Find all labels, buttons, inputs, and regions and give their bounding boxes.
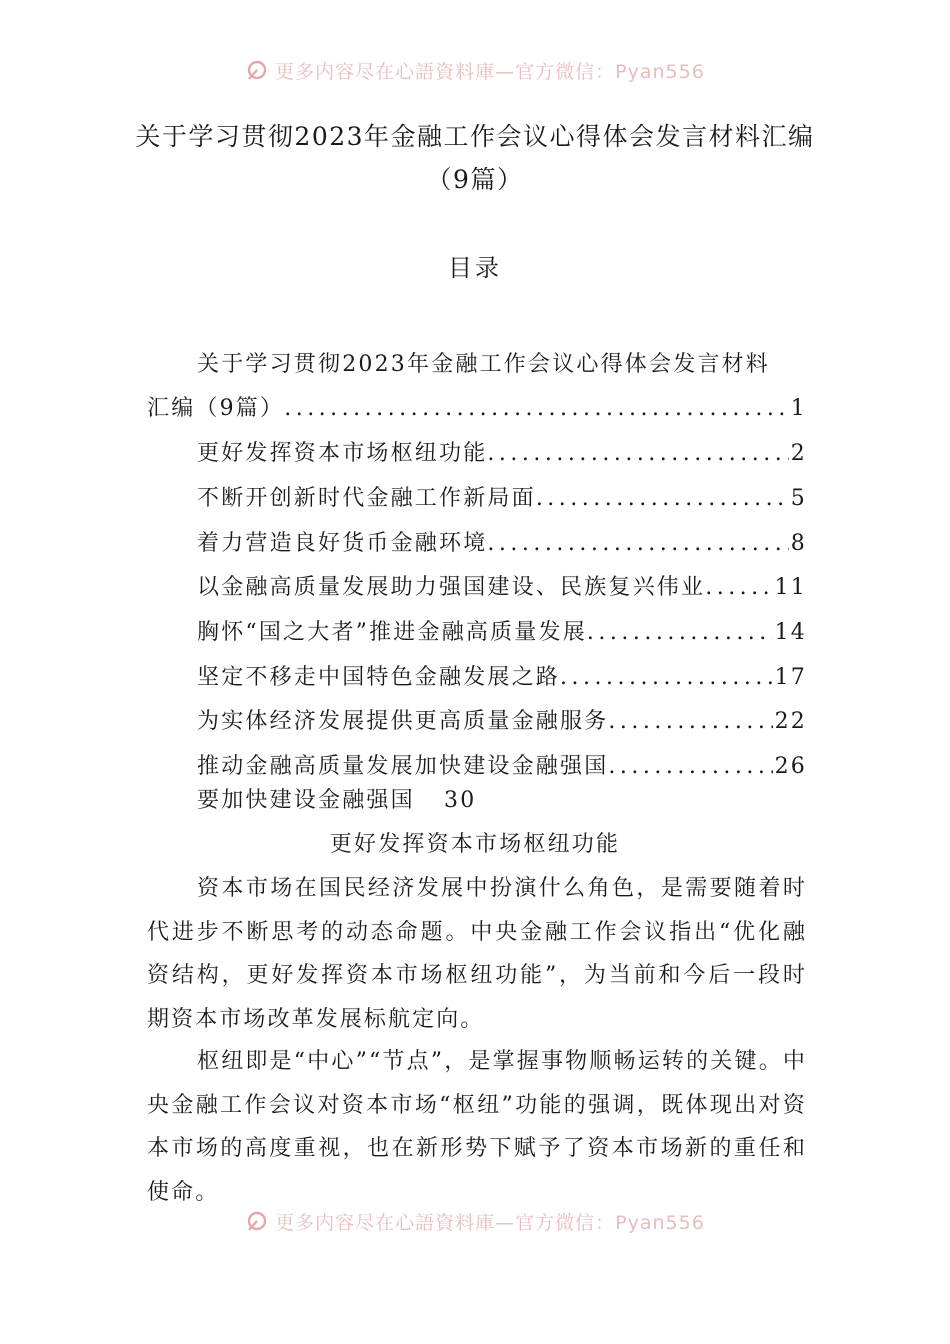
toc-item-title: 更好发挥资本市场枢纽功能 xyxy=(197,441,488,466)
toc-leader-dots xyxy=(705,572,772,604)
toc-item-page: 30 xyxy=(444,788,477,813)
toc-item-3[interactable] xyxy=(197,483,807,515)
toc-item-title: 不断开创新时代金融工作新局面 xyxy=(197,486,536,511)
document-title-line2: （9篇） xyxy=(426,165,524,194)
watermark-text: 更多内容尽在心語資料庫—官方微信：Pyan556 xyxy=(275,60,705,83)
toc-item-page: 14 xyxy=(774,620,807,645)
toc-item-2[interactable] xyxy=(197,438,807,470)
toc-item-page: 8 xyxy=(790,531,807,556)
watermark-text: 更多内容尽在心語資料庫—官方微信：Pyan556 xyxy=(275,1211,705,1234)
toc-item-page: 1 xyxy=(790,396,807,421)
toc-heading: 目录 xyxy=(448,254,502,282)
toc-item-5[interactable] xyxy=(197,572,807,604)
toc-item-7[interactable] xyxy=(197,662,807,694)
toc-item-title: 推动金融高质量发展加快建设金融强国 xyxy=(197,754,609,779)
document-title-line1: 关于学习贯彻2023年金融工作会议心得体会发言材料汇编 xyxy=(135,122,815,151)
toc-item-1-line1[interactable]: 关于学习贯彻2023年金融工作会议心得体会发言材料 xyxy=(197,352,770,377)
watermark-logo-icon xyxy=(245,59,269,81)
toc-item-page: 11 xyxy=(774,575,807,600)
toc-leader-dots xyxy=(608,751,772,783)
toc-leader-dots xyxy=(284,393,789,425)
body-paragraph-1: 资本市场在国民经济发展中扮演什么角色，是需要随着时代进步不断思考的动态命题。中央金融工作会议指出“优化融资结构，更好发挥资本市场枢纽功能”，为当前和今后一段时期资本市场改革发展标航定向。 xyxy=(147,876,807,1032)
toc-item-title: 为实体经济发展提供更高质量金融服务 xyxy=(197,709,609,734)
section-title: 更好发挥资本市场枢纽功能 xyxy=(329,832,621,857)
toc-item-8[interactable] xyxy=(197,706,807,738)
toc-item-title: 要加快建设金融强国 xyxy=(197,788,415,813)
toc-item-10[interactable] xyxy=(197,785,476,817)
toc-item-page: 5 xyxy=(790,486,807,511)
toc-item-page: 22 xyxy=(774,709,807,734)
toc-item-title: 汇编（9篇） xyxy=(147,396,285,421)
watermark-header xyxy=(0,55,950,85)
toc-leader-dots xyxy=(487,438,788,470)
toc-leader-dots xyxy=(608,706,772,738)
toc-item-title: 坚定不移走中国特色金融发展之路 xyxy=(197,665,561,690)
toc-leader-dots xyxy=(587,617,773,649)
toc-leader-dots xyxy=(560,662,773,694)
toc-item-page: 2 xyxy=(790,441,807,466)
toc-item-9[interactable] xyxy=(197,751,807,783)
toc-item-page: 26 xyxy=(774,754,807,779)
toc-item-6[interactable] xyxy=(197,617,807,649)
toc-item-4[interactable] xyxy=(197,528,807,560)
watermark-footer xyxy=(0,1206,950,1236)
toc-leader-dots xyxy=(536,483,789,515)
watermark-logo-icon xyxy=(245,1210,269,1232)
toc-item-page: 17 xyxy=(774,665,807,690)
toc-item-title: 着力营造良好货币金融环境 xyxy=(197,531,488,556)
body-paragraph-2: 枢纽即是“中心”“节点”，是掌握事物顺畅运转的关键。中央金融工作会议对资本市场“枢纽”功能的强调，既体现出对资本市场的高度重视，也在新形势下赋予了资本市场新的重任和使命。 xyxy=(147,1049,807,1205)
toc-item-1-line2[interactable] xyxy=(147,393,807,425)
toc-item-title: 以金融高质量发展助力强国建设、民族复兴伟业 xyxy=(197,575,706,600)
toc-item-title: 胸怀“国之大者”推进金融高质量发展 xyxy=(197,620,587,645)
toc-leader-dots xyxy=(487,528,788,560)
